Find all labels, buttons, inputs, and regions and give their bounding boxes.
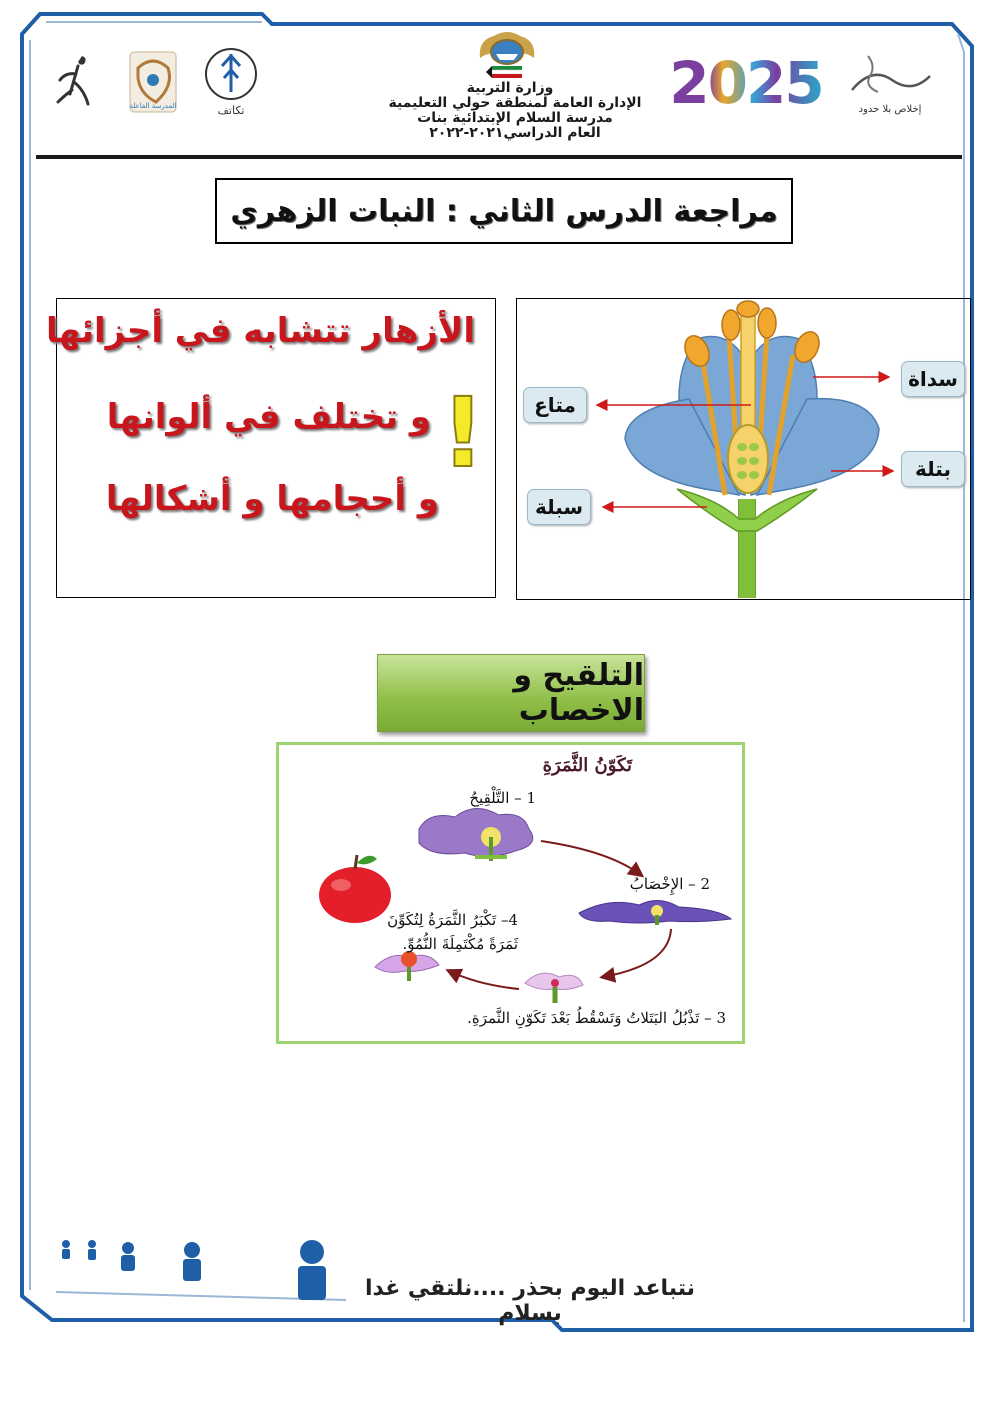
school-name: مدرسة السلام الإبتدائية بنات <box>417 110 613 126</box>
cycle-flower-3 <box>525 973 583 1003</box>
exclamation-mark: ! <box>441 377 485 489</box>
academic-year: العام الدراسي٢٠٢١-٢٠٢٢ <box>429 125 601 141</box>
cycle-flower-2 <box>579 900 731 925</box>
note-line-1: الأزهار تتشابه في أجزائها <box>46 311 475 351</box>
logo-2025-text: 2025 <box>669 49 823 117</box>
cycle-step-4-line-2: ثَمَرَةً مُكْتَمِلَةَ النُّمُوِّ. <box>402 935 518 953</box>
label-anther: متاع <box>523 387 587 423</box>
social-distancing-people-icon <box>56 1238 346 1308</box>
cycle-step-2: 2 – الإِخْصَابُ <box>629 875 710 893</box>
ministry-name: وزارة التربية <box>466 80 554 96</box>
section-heading-box <box>377 654 645 732</box>
cycle-flower-1 <box>419 808 533 861</box>
svg-text:المدرسة الفاعلة: المدرسة الفاعلة <box>129 102 177 110</box>
cycle-step-4-line-1: 4– تَكْبَرُ الثَّمَرَةُ لِتُكَوِّنَ <box>387 911 518 929</box>
right-logo-caption: إخلاص بلا حدود <box>858 104 922 115</box>
note-line-3: و أحجامها و أشكالها <box>105 479 439 519</box>
note-box <box>46 298 496 598</box>
state-emblem-icon <box>474 28 540 84</box>
cycle-flower-4 <box>375 951 439 981</box>
lesson-title-box <box>215 178 793 244</box>
cycle-step-1: 1 – التَّلْقِيحُ <box>469 789 536 807</box>
runner-logo-icon <box>52 50 100 110</box>
takatof-logo <box>198 46 264 118</box>
flower-diagram-box <box>516 298 971 600</box>
flower-diagram-icon <box>517 299 969 598</box>
logo-2025 <box>669 49 823 117</box>
cycle-step-3: 3 – تَذْبُلُ البَتَلاتُ وَتَسْقُطُ بَعْدَ تَكَوّنِ الثَّمرَةِ. <box>467 1009 726 1027</box>
fruit-cycle-box <box>276 742 745 1044</box>
cycle-title: تَكَوّنُ الثَّمَرَةِ <box>542 755 632 776</box>
label-sepal: سبلة <box>527 489 591 525</box>
wave-logo-icon <box>842 46 938 100</box>
right-school-logo <box>842 46 938 122</box>
cycle-apple <box>319 855 391 923</box>
note-line-2: و تختلف في ألوانها <box>106 397 431 437</box>
label-petal: بتلة <box>901 451 965 487</box>
label-stigma: سداة <box>901 361 965 397</box>
district-name: الإدارة العامة لمنطقة حولي التعليمية <box>388 95 642 111</box>
lesson-title: مراجعة الدرس الثاني : النبات الزهري <box>230 193 778 229</box>
school-badge-logo-icon <box>128 50 178 114</box>
takatof-emblem-icon <box>198 46 264 104</box>
section-heading: التلقيح و الاخصاب <box>513 658 644 728</box>
footer-slogan: نتباعد اليوم بحذر ....نلتقي غدا بسلام <box>364 1276 696 1326</box>
takatof-caption: تكاتف <box>217 104 245 117</box>
